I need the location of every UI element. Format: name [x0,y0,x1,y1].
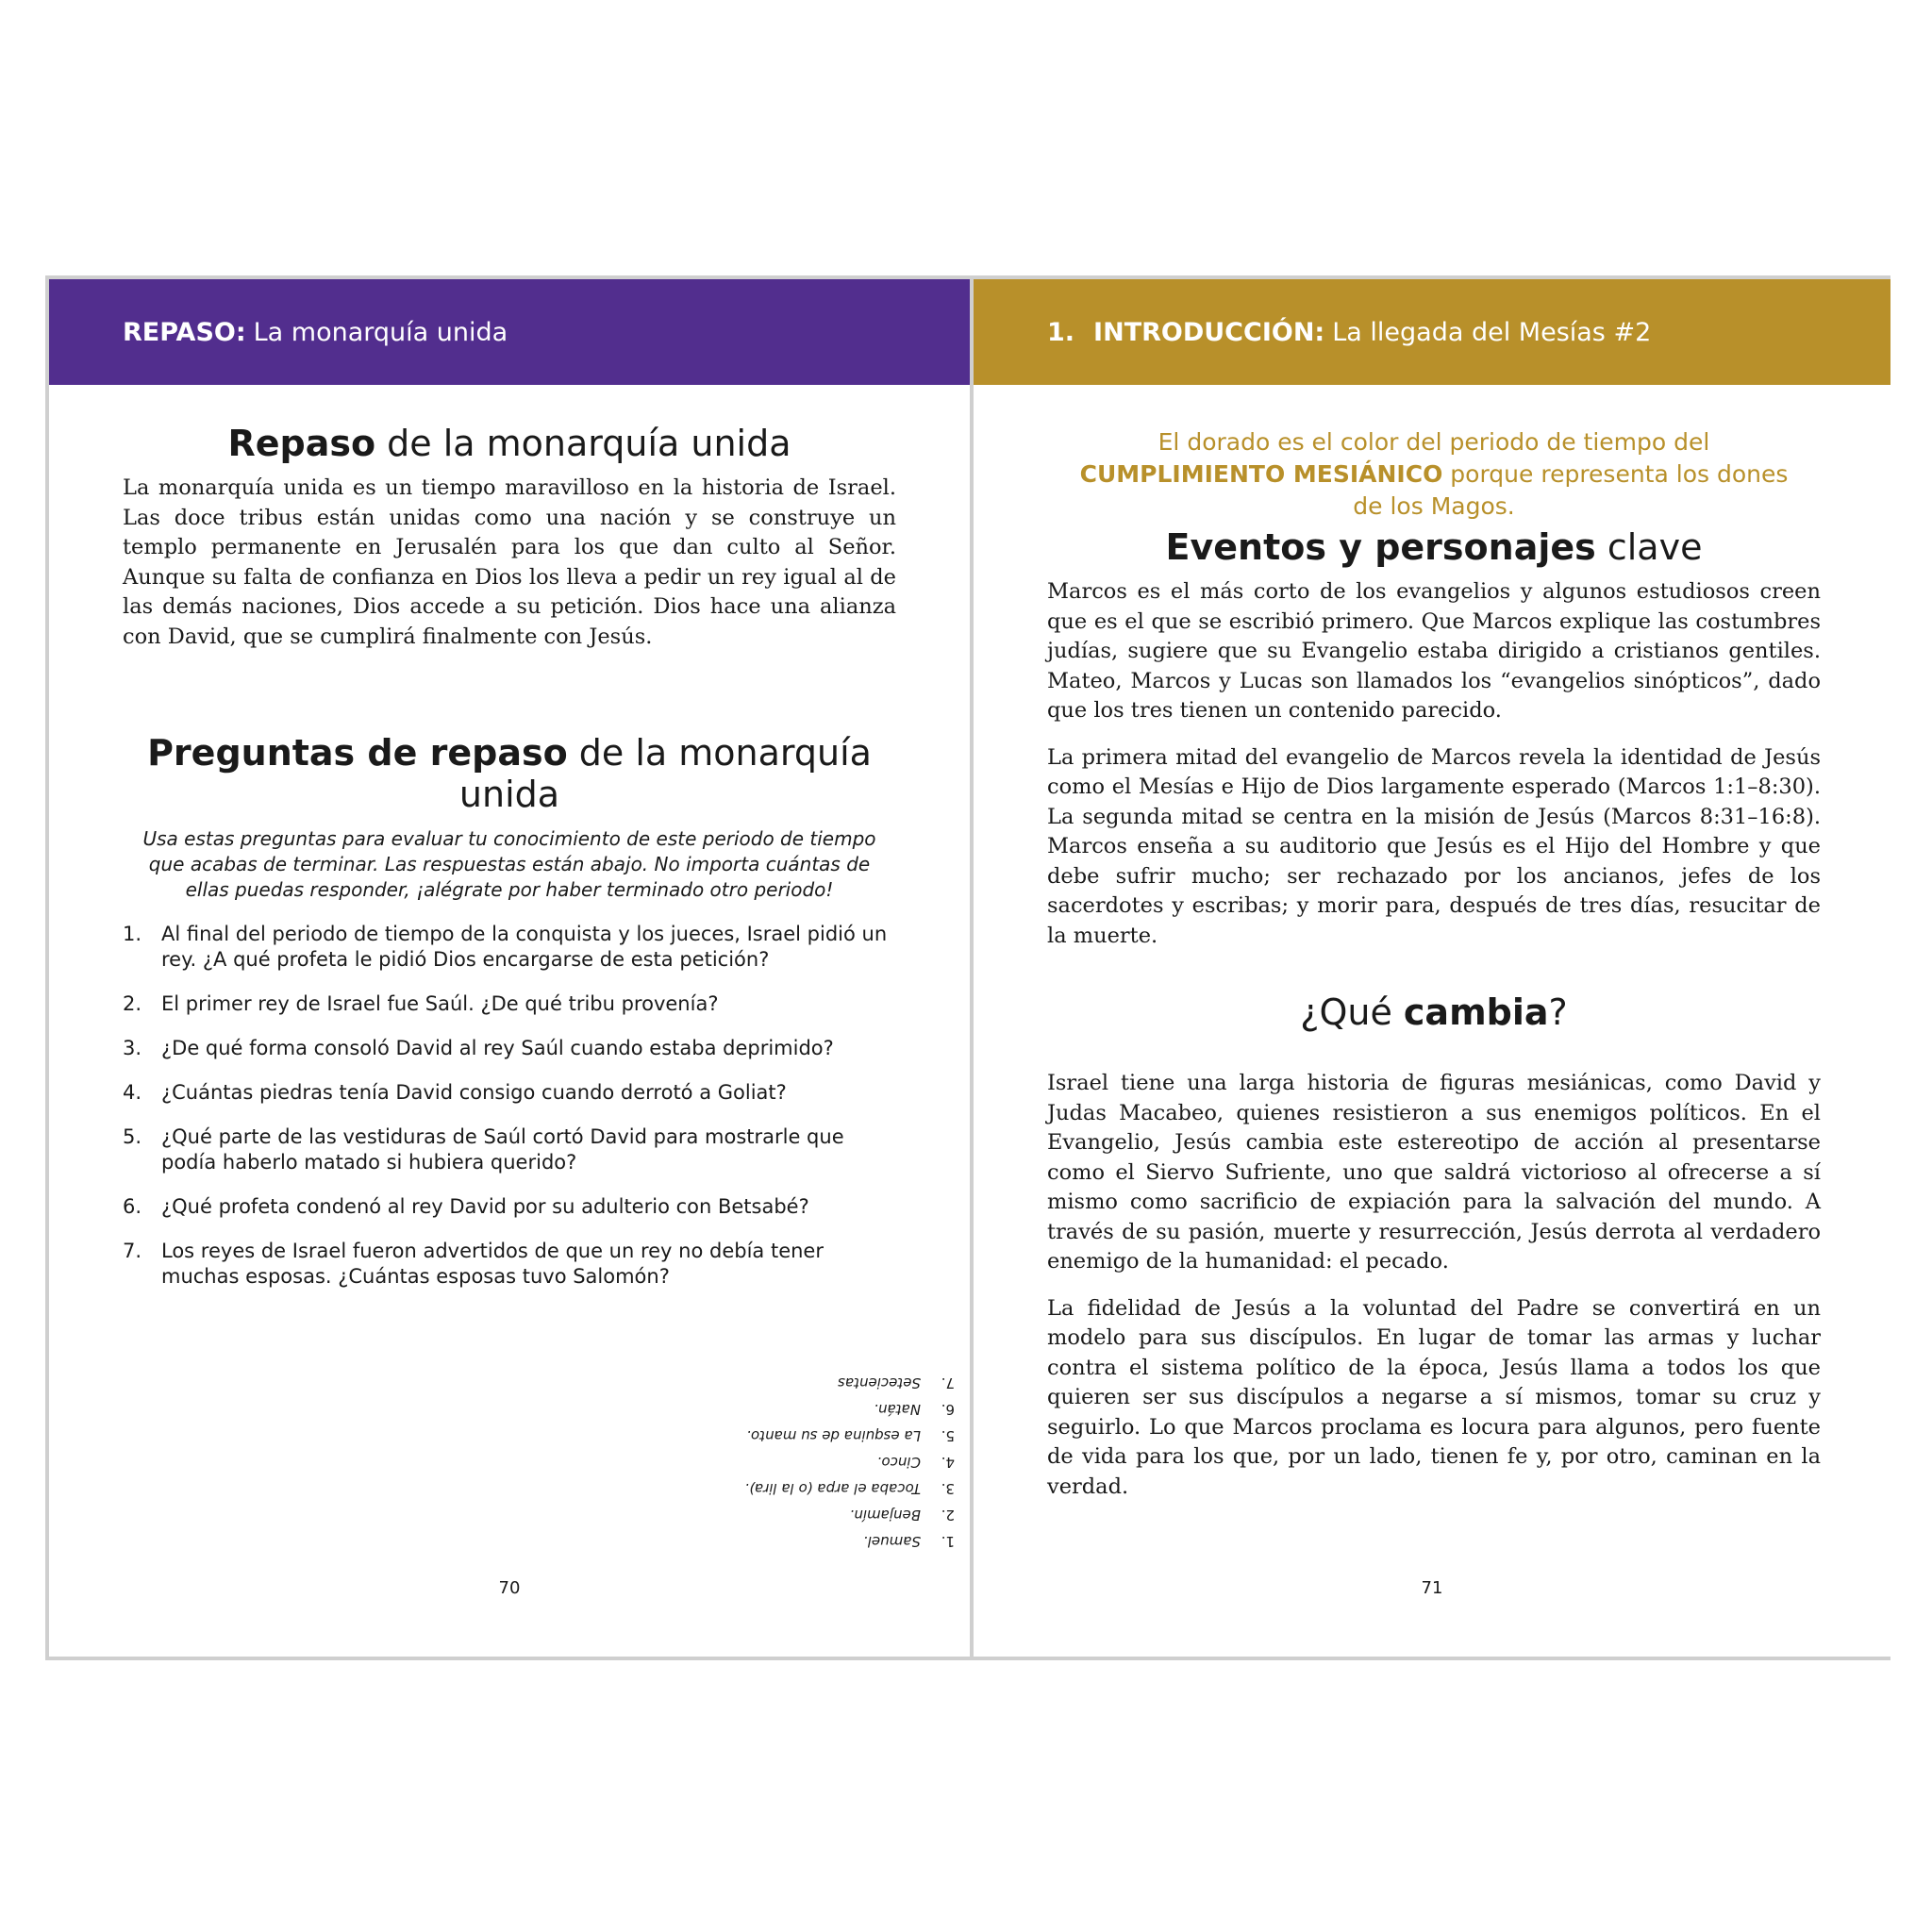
answer-number: 3. [941,1480,955,1497]
answer-number: 7. [941,1374,955,1391]
review-section [123,423,896,652]
question-number: 1. [123,923,142,945]
right-header-title: La llegada del Mesías #2 [1332,317,1652,347]
answer-item [672,1449,955,1475]
question-text: ¿Cuántas piedras tenía David consigo cuando derrotó a Goliat? [161,1081,787,1104]
answer-number: 4. [941,1454,955,1471]
question-number: 3. [123,1037,142,1059]
left-header-label: REPASO: [123,317,246,347]
answer-number: 1. [941,1533,955,1550]
review-text: La monarquía unida es un tiempo maravilloso en la historia de Israel. Las doce tribus están unidas como una nación y se construye un templo permanente en Jerusalén para los que dan culto al Señor. Aunque su falta de confianza en Dios los lleva a pedir un rey igual al de las demás naciones, Dios accede a su petición. Dios hace una alianza con David, que se cumplirá finalmente con Jesús. [123,475,896,649]
events-heading [1047,526,1821,568]
change-heading [1047,991,1821,1033]
book-spread [45,275,1890,1660]
left-page [49,279,974,1657]
answer-item [672,1475,955,1502]
change-heading-post: ? [1548,991,1568,1033]
question-number: 7. [123,1240,142,1262]
answer-text: Benjamín. [849,1507,921,1524]
review-heading-bold: Repaso [227,423,376,464]
question-text: Al final del periodo de tiempo de la conquista y los jueces, Israel pidió un rey. ¿A qué profeta le pidió Dios encargarse de esta petición? [161,923,888,971]
answer-item [672,1396,955,1423]
question-item [123,1124,896,1175]
gold-lead-bold: CUMPLIMIENTO MESIÁNICO [1079,460,1443,488]
review-heading-rest: de la monarquía unida [375,423,791,464]
answer-text: Setecientas [838,1374,921,1391]
question-text: ¿Qué profeta condenó al rey David por su adulterio con Betsabé? [161,1195,809,1218]
events-paragraph: Marcos es el más corto de los evangelios y algunos estudiosos creen que es el que se escribió primero. Que Marcos explique las costumbres judías, sugiere que su Evangelio estaba dirigido a cristianos gentiles. Mateo, Marcos y Lucas son llamados los “evangelios sinópticos”, dado que los tres tienen un contenido parecido. [1047,579,1821,723]
answer-item [672,1502,955,1528]
answer-item [672,1423,955,1449]
answer-text: Natán. [874,1401,921,1418]
gold-lead-part1: El dorado es el color del periodo de tiempo del [1158,428,1710,456]
upside-down-answers [672,1370,955,1555]
right-page [974,279,1890,1657]
question-number: 4. [123,1081,142,1104]
gold-lead-section [1047,426,1821,523]
question-item [123,991,896,1017]
page-number-right: 71 [1421,1578,1443,1598]
question-text: ¿Qué parte de las vestiduras de Saúl cortó David para mostrarle que podía haberlo matado si hubiera querido? [161,1125,844,1174]
questions-list [123,922,896,1290]
questions-heading-bold: Preguntas de repaso [147,732,568,774]
question-number: 5. [123,1125,142,1148]
answer-text: La esquina de su manto. [746,1427,921,1444]
questions-heading-rest: de la monarquía unida [458,732,872,815]
right-header-band [974,279,1890,385]
question-item [123,1080,896,1106]
answer-text: Samuel. [863,1533,921,1550]
answer-number: 5. [941,1427,955,1444]
change-paragraph: La fidelidad de Jesús a la voluntad del Padre se convertirá en un modelo para sus discípulos. En lugar de tomar las armas y luchar contra el sistema político de la época, Jesús llama a todos los que quieren ser sus discípulos a negarse a sí mismos, tomar su cruz y seguirlo. Lo que Marcos proclama es locura para algunos, pero fuente de vida para los que, por un lado, tienen fe y, por otro, caminan en la verdad. [1047,1295,1821,1499]
right-header-number: 1. [1047,317,1075,347]
page-number-left: 70 [498,1578,521,1598]
events-section [1047,526,1821,951]
gold-lead-part2: porque representa los dones de los Magos. [1353,460,1789,520]
left-header-band [49,279,970,385]
question-item [123,922,896,973]
question-text: El primer rey de Israel fue Saúl. ¿De qué tribu provenía? [161,992,719,1015]
questions-heading [123,732,896,815]
change-heading-pre: ¿Qué [1300,991,1404,1033]
questions-intro: Usa estas preguntas para evaluar tu conocimiento de este periodo de tiempo que acabas de terminar. Las respuestas están abajo. No importa cuántas de ellas puedas responder, ¡alégrate por haber terminado otro periodo! [142,827,876,901]
question-number: 2. [123,992,142,1015]
question-item [123,1036,896,1061]
answer-number: 6. [941,1401,955,1418]
question-text: ¿De qué forma consoló David al rey Saúl cuando estaba deprimido? [161,1037,834,1059]
answer-number: 2. [941,1507,955,1524]
change-heading-bold: cambia [1403,991,1549,1033]
left-header-title: La monarquía unida [253,317,508,347]
questions-section [123,732,896,1308]
question-text: Los reyes de Israel fueron advertidos de que un rey no debía tener muchas esposas. ¿Cuántas esposas tuvo Salomón? [161,1240,824,1288]
question-item [123,1194,896,1220]
events-heading-rest: clave [1595,526,1703,568]
answer-item [672,1370,955,1396]
change-paragraph: Israel tiene una larga historia de figuras mesiánicas, como David y Judas Macabeo, quienes resistieron a sus enemigos políticos. En el Evangelio, Jesús cambia este estereotipo de acción al presentarse como el Siervo Sufriente, uno que saldrá victorioso al ofrecerse a sí mismo como sacrificio de expiación para la salvación del mundo. A través de su pasión, muerte y resurrección, Jesús derrota al verdadero enemigo de la humanidad: el pecado. [1047,1071,1821,1274]
answer-text: Cinco. [876,1454,921,1471]
question-item [123,1239,896,1290]
review-heading [123,423,896,464]
question-number: 6. [123,1195,142,1218]
gold-lead-text [1047,426,1821,523]
answer-item [672,1528,955,1555]
events-paragraph: La primera mitad del evangelio de Marcos revela la identidad de Jesús como el Mesías e Hijo de Dios largamente esperado (Marcos 1:1–8:30). La segunda mitad se centra en la misión de Jesús (Marcos 8:31–16:8). Marcos enseña a su auditorio que Jesús es el Hijo del Hombre y que debe sufrir mucho; ser rechazado por los ancianos, jefes de los sacerdotes y escribas; y morir para, después de tres días, resucitar de la muerte. [1047,744,1821,948]
events-heading-bold: Eventos y personajes [1165,526,1596,568]
change-section [1047,991,1821,1502]
answer-text: Tocaba el arpa (o la lira). [744,1480,921,1497]
right-header-label: INTRODUCCIÓN: [1093,317,1325,347]
